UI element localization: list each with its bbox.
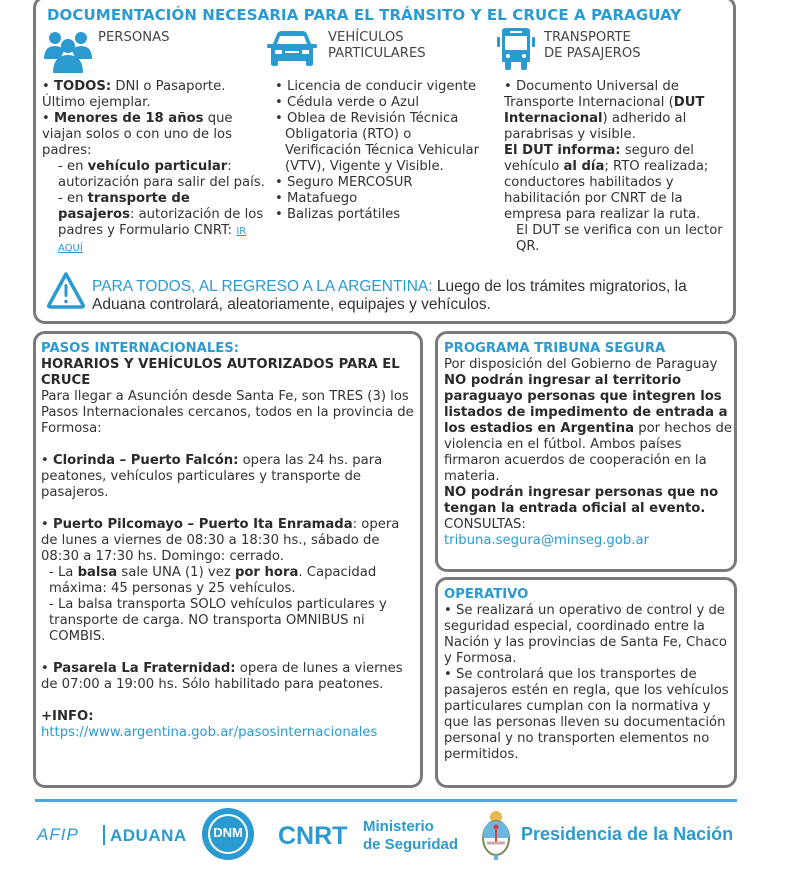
footer-divider <box>35 799 737 802</box>
pasos-internacionales-box: PASOS INTERNACIONALES: HORARIOS Y VEHÍCULOS AUTORIZADOS PARA EL CRUCE Para llegar a Asunción desde Santa Fe, son TRES (3) los Pasos Internacionales cercanos, todos en la provincia de Formosa: • Clorinda – Puerto Falcón: opera las 24 hs. para peatones, vehículos particulares y transporte de pasajeros. • Puerto Pilcomayo – Puerto Ita Enramada: opera de lunes a viernes de 08:30 a 18:30 hs., sábado de 08:30 a 17:30 hs. Domingo: cerrado. - La balsa sale UNA (1) vez por hora. Capacidad máxima: 45 personas y 25 vehículos. - La balsa transporta SOLO vehículos particulares y transporte de carga. NO transporta OMNIBUS ni COMBIS. • Pasarela La Fraternidad: opera de lunes a viernes de 07:00 a 19:00 hs. Sólo habilitado para peatones. +INFO: https://www.argentina.gob.ar/pasosinternacionales <box>33 331 423 788</box>
personas-column: • TODOS: DNI o Pasaporte. Último ejemplar. • Menores de 18 años que viajan solos o con uno de los padres: - en vehículo particular: autorización para salir del país. - en transporte de pasajeros: autorización de los padres y Formulario CNRT: IR AQUÍ <box>42 79 265 254</box>
vehiculos-column: • Licencia de conducir vigente • Cédula verde o Azul • Oblea de Revisión Técnica Obligatoria (RTO) o Verificación Técnica Vehicular (VTV), Vigente y Visible. • Seguro MERCOSUR • Matafuego • Balizas portátiles <box>275 79 479 222</box>
documentation-box <box>33 0 736 324</box>
cnrt-logo: CNRT <box>278 822 348 850</box>
ministerio-seguridad-logo: Ministerio de Seguridad <box>363 818 459 853</box>
afip-logo: AFIP <box>37 825 79 844</box>
presidencia-logo: Presidencia de la Nación <box>521 824 734 844</box>
transporte-column: • Documento Universal de Transporte Internacional (DUT Internacional) adherido al parabrisas y visible. El DUT informa: seguro del vehículo al día; RTO realizada; conductores habilitados y habilitación por CNRT de la empresa para realizar la ruta. El DUT se verifica con un lector QR. <box>504 79 723 254</box>
warning-text: PARA TODOS, AL REGRESO A LA ARGENTINA: Luego de los trámites migratorios, la Aduana controlará, aleatoriamente, equipajes y vehículos. <box>92 278 687 313</box>
pasos-subtitle: HORARIOS Y VEHÍCULOS AUTORIZADOS PARA EL CRUCE <box>41 357 400 388</box>
dnm-logo: DNM <box>202 808 254 860</box>
tribuna-segura-box: PROGRAMA TRIBUNA SEGURA Por disposición del Gobierno de Paraguay NO podrán ingresar al territorio paraguayo personas que integren los listados de impedimento de entrada a los estadios en Argentina por hechos de violencia en el fútbol. Ambos países firmaron acuerdos de cooperación en la materia. NO podrán ingresar personas que no tengan la entrada oficial al evento. CONSULTAS: tribuna.segura@minseg.gob.ar <box>435 331 737 572</box>
aduana-logo: ADUANA <box>110 826 187 845</box>
cnrt-form-link[interactable]: IR AQUÍ <box>58 226 247 254</box>
personas-heading: PERSONAS <box>98 30 170 45</box>
operativo-box: OPERATIVO • Se realizará un operativo de control y de seguridad especial, coordinado entre la Nación y las provincias de Santa Fe, Chaco y Formosa. • Se controlará que los transportes de pasajeros estén en regla, que los vehículos particulares cumplan con la normativa y que las personas lleven su documentación personal y no transporten elementos no permitidos. <box>435 577 737 788</box>
transporte-heading: TRANSPORTE DE PASAJEROS <box>544 30 641 61</box>
bus-icon <box>497 28 535 70</box>
tribuna-email-link[interactable]: tribuna.segura@minseg.gob.ar <box>444 533 649 548</box>
pasos-title: PASOS INTERNACIONALES: <box>41 341 240 356</box>
operativo-title: OPERATIVO <box>444 587 529 602</box>
tribuna-title: PROGRAMA TRIBUNA SEGURA <box>444 341 666 356</box>
people-group-icon <box>44 29 92 73</box>
pasos-info-link[interactable]: https://www.argentina.gob.ar/pasosinternacionales <box>41 725 378 740</box>
argentina-coat-of-arms-icon <box>481 810 511 862</box>
paso-clorinda: • Clorinda – Puerto Falcón: opera las 24 hs. para peatones, vehículos particulares y transporte de pasajeros. <box>41 453 383 500</box>
car-icon <box>267 30 317 66</box>
vehiculos-heading: VEHÍCULOS PARTICULARES <box>328 30 426 61</box>
warning-triangle-icon <box>46 271 86 309</box>
main-title: DOCUMENTACIÓN NECESARIA PARA EL TRÁNSITO Y EL CRUCE A PARAGUAY <box>47 6 682 24</box>
logo-separator <box>103 825 105 845</box>
paso-pilcomayo: • Puerto Pilcomayo – Puerto Ita Enramada: opera de lunes a viernes de 08:30 a 18:30 hs., sábado de 08:30 a 17:30 hs. Domingo: cerrado. <box>41 517 400 564</box>
paso-pasarela: • Pasarela La Fraternidad: opera de lunes a viernes de 07:00 a 19:00 hs. Sólo habilitado para peatones. <box>41 661 403 692</box>
